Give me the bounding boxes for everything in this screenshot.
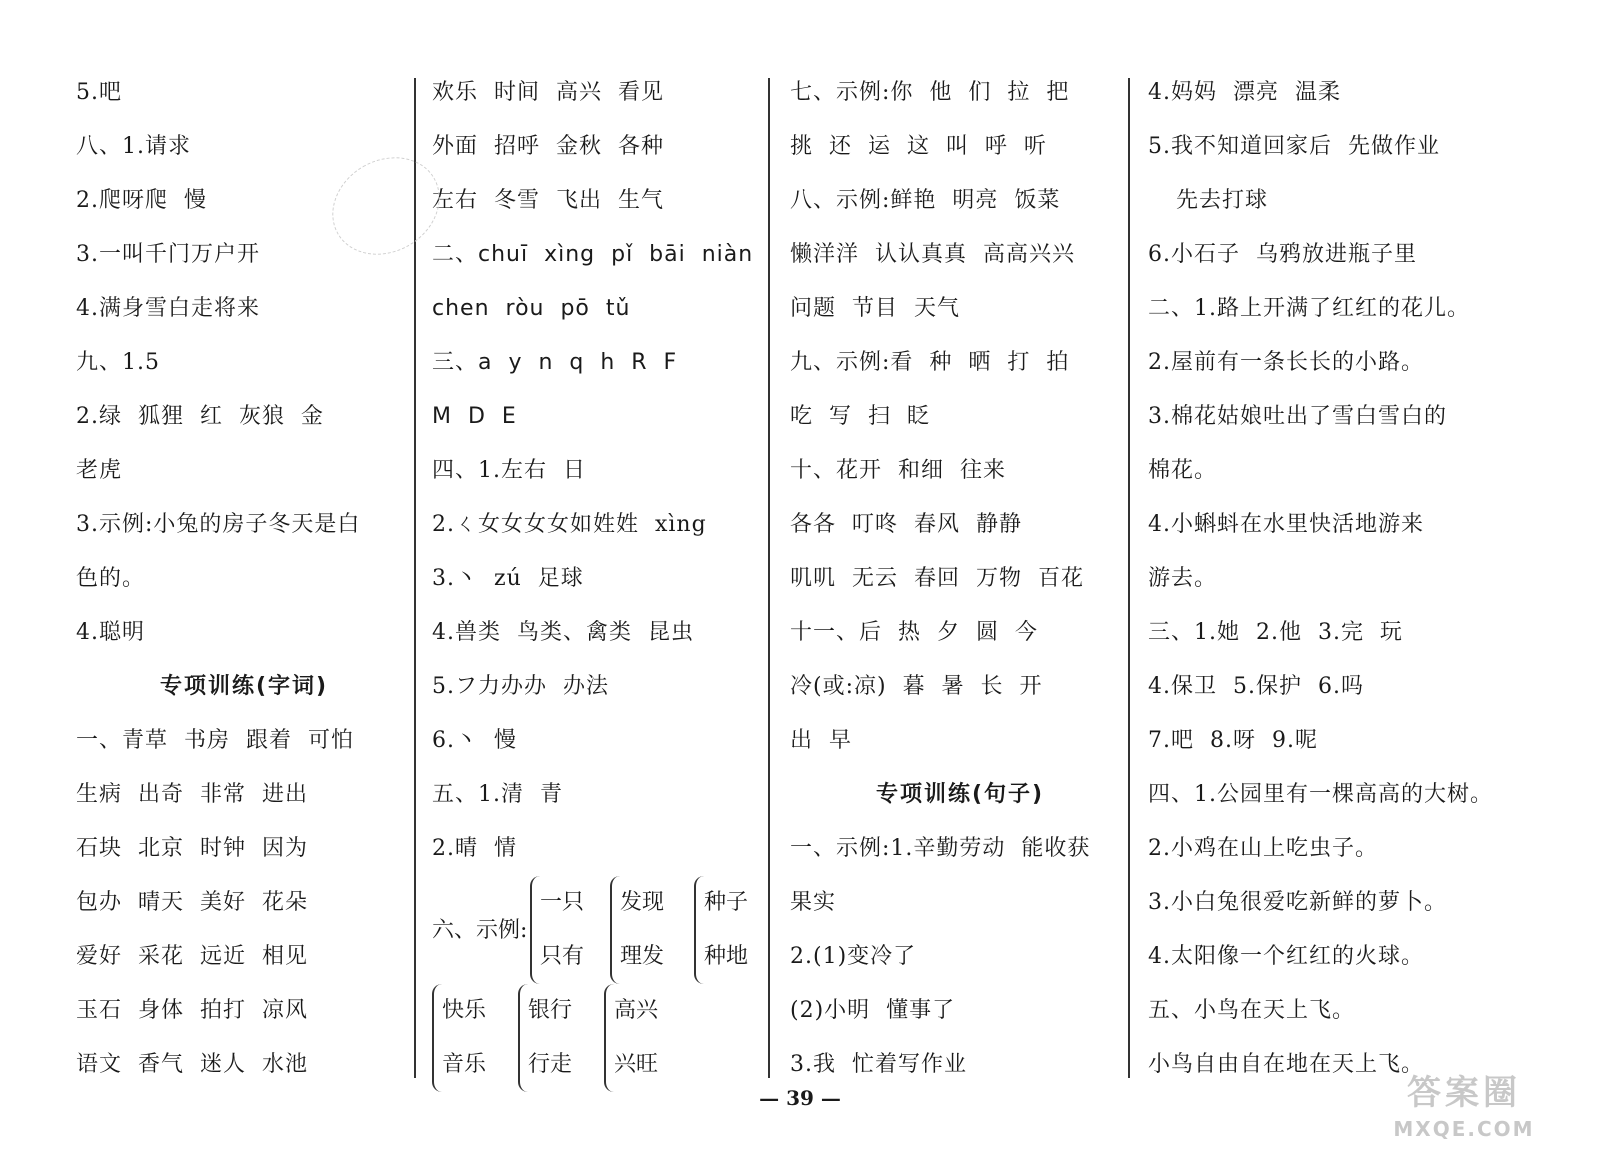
answer-line: 五、小鸟在天上飞。: [1148, 998, 1356, 1023]
brace-item: 行走: [528, 1052, 573, 1077]
answer-line: 4.保卫 5.保护 6.吗: [1148, 674, 1364, 699]
answer-line: 3.丶 zú 足球: [432, 566, 584, 591]
brace-group: [694, 876, 748, 984]
answer-line: 懒洋洋 认认真真 高高兴兴: [790, 242, 1075, 267]
answer-line: 石块 北京 时钟 因为: [76, 836, 308, 861]
answer-line: 先去打球: [1176, 188, 1269, 213]
answer-line: 五、1.清 青: [432, 782, 563, 807]
answer-line: 2.绿 狐狸 红 灰狼 金: [76, 404, 324, 429]
brace-group: [610, 876, 664, 984]
brace-item: 种地: [704, 944, 749, 969]
answer-line: 3.我 忙着写作业: [790, 1052, 967, 1077]
answer-line: 吃 写 扫 眨: [790, 404, 930, 429]
answer-line: 5.我不知道回家后 先做作业: [1148, 134, 1440, 159]
answer-line: 九、示例:看 种 晒 打 拍: [790, 350, 1070, 375]
pinyin-line: 二、chuī xìng pǐ bāi niàn: [432, 242, 754, 267]
brace-item: 银行: [528, 998, 573, 1023]
answer-line: 2.(1)变冷了: [790, 944, 917, 969]
answer-line: 叽叽 无云 春回 万物 百花: [790, 566, 1084, 591]
answer-line: 问题 节目 天气: [790, 296, 960, 321]
answer-line: 2.小鸡在山上吃虫子。: [1148, 836, 1378, 861]
brace-block-1: [432, 876, 768, 984]
answer-line: 四、1.公园里有一棵高高的大树。: [1148, 782, 1493, 807]
brace-group: [604, 984, 658, 1092]
answer-line: 4.兽类 鸟类、禽类 昆虫: [432, 620, 694, 645]
brace-block-2: [432, 984, 768, 1092]
answer-line: 棉花。: [1148, 458, 1218, 483]
answer-line: 一、青草 书房 跟着 可怕: [76, 728, 354, 753]
answer-line: 玉石 身体 拍打 凉风: [76, 998, 308, 1023]
answer-line: 八、示例:鲜艳 明亮 饭菜: [790, 188, 1061, 213]
column-divider: [768, 78, 770, 1078]
brace-group: [530, 876, 584, 984]
answer-line: 7.吧 8.呀 9.呢: [1148, 728, 1318, 753]
section-title-sentences: 专项训练(句子): [875, 782, 1045, 807]
answer-line: 2.爬呀爬 慢: [76, 188, 207, 213]
brace-item: 只有: [540, 944, 585, 969]
answer-line: 各各 叮咚 春风 静静: [790, 512, 1022, 537]
answer-line: 十一、后 热 夕 圆 今: [790, 620, 1038, 645]
answer-line: 冷(或:凉) 暮 暑 长 开: [790, 674, 1043, 699]
watermark-url: MXQE.COM: [1393, 1117, 1535, 1141]
column-4: [1148, 66, 1568, 1082]
brace-group: [518, 984, 572, 1092]
answer-line: 2.ㄑ女女女女如姓姓 xìng: [432, 512, 707, 537]
answer-line: 九、1.5: [76, 350, 160, 375]
answer-line: 爱好 采花 远近 相见: [76, 944, 308, 969]
answer-line: 语文 香气 迷人 水池: [76, 1052, 308, 1077]
answer-line: 4.满身雪白走将来: [76, 296, 260, 321]
answer-line: 游去。: [1148, 566, 1218, 591]
brace-item: 兴旺: [614, 1052, 659, 1077]
brace-item: 发现: [620, 890, 665, 915]
answer-line: 色的。: [76, 566, 146, 591]
answer-line: 4.太阳像一个红红的火球。: [1148, 944, 1424, 969]
answer-line: 一、示例:1.辛勤劳动 能收获: [790, 836, 1091, 861]
page-number: — 39 —: [759, 1086, 841, 1110]
brace-item: 音乐: [442, 1052, 487, 1077]
brace-group: [432, 984, 486, 1092]
column-3: [790, 66, 1130, 1082]
answer-line: 4.妈妈 漂亮 温柔: [1148, 80, 1341, 105]
column-divider: [1128, 78, 1130, 1078]
pinyin-line: chen ròu pō tǔ: [432, 296, 631, 321]
answer-line: 外面 招呼 金秋 各种: [432, 134, 664, 159]
answer-line: (2)小明 懂事了: [790, 998, 956, 1023]
answer-line: 十、花开 和细 往来: [790, 458, 1006, 483]
answer-line: 二、1.路上开满了红红的花儿。: [1148, 296, 1470, 321]
brace-item: 理发: [620, 944, 665, 969]
answer-line: 包办 晴天 美好 花朵: [76, 890, 308, 915]
answer-line: 6.丶 慢: [432, 728, 517, 753]
brace-item: 快乐: [442, 998, 487, 1023]
brace-item: 一只: [540, 890, 585, 915]
answer-line: 八、1.请求: [76, 134, 191, 159]
answer-line: 3.一叫千门万户开: [76, 242, 260, 267]
watermark-text: 答案圈: [1407, 1073, 1521, 1113]
answer-line: 2.晴 情: [432, 836, 517, 861]
answer-line: 挑 还 运 这 叫 呼 听: [790, 134, 1047, 159]
watermark-logo: [1364, 1071, 1564, 1151]
answer-line: 3.小白兔很爱吃新鲜的萝卜。: [1148, 890, 1447, 915]
answer-line: 左右 冬雪 飞出 生气: [432, 188, 664, 213]
answer-line: 3.棉花姑娘吐出了雪白雪白的: [1148, 404, 1447, 429]
letters-line: 三、a y n q h R F: [432, 350, 678, 375]
answer-line: 果实: [790, 890, 837, 915]
answer-line: 4.聪明: [76, 620, 145, 645]
answer-line: 三、1.她 2.他 3.完 玩: [1148, 620, 1403, 645]
brace-item: 种子: [704, 890, 749, 915]
answer-line: 欢乐 时间 高兴 看见: [432, 80, 664, 105]
answer-line: 老虎: [76, 458, 123, 483]
brace-item: 高兴: [614, 998, 659, 1023]
answer-line: 6.小石子 乌鸦放进瓶子里: [1148, 242, 1417, 267]
answer-line: 生病 出奇 非常 进出: [76, 782, 308, 807]
brace-lead: 六、示例:: [432, 918, 528, 943]
answer-line: 四、1.左右 日: [432, 458, 586, 483]
section-title-words: 专项训练(字词): [159, 674, 329, 699]
answer-line: 出 早: [790, 728, 852, 753]
answer-line: 3.示例:小兔的房子冬天是白: [76, 512, 361, 537]
answer-line: 4.小蝌蚪在水里快活地游来: [1148, 512, 1424, 537]
answer-line: 5.フ力办办 办法: [432, 674, 609, 699]
answer-line: 小鸟自由自在地在天上飞。: [1148, 1052, 1425, 1077]
answer-line: 5.吧: [76, 80, 122, 105]
column-2: [432, 66, 768, 1082]
answer-line: 2.屋前有一条长长的小路。: [1148, 350, 1424, 375]
letters-line: M D E: [432, 404, 517, 429]
answer-line: 七、示例:你 他 们 拉 把: [790, 80, 1070, 105]
